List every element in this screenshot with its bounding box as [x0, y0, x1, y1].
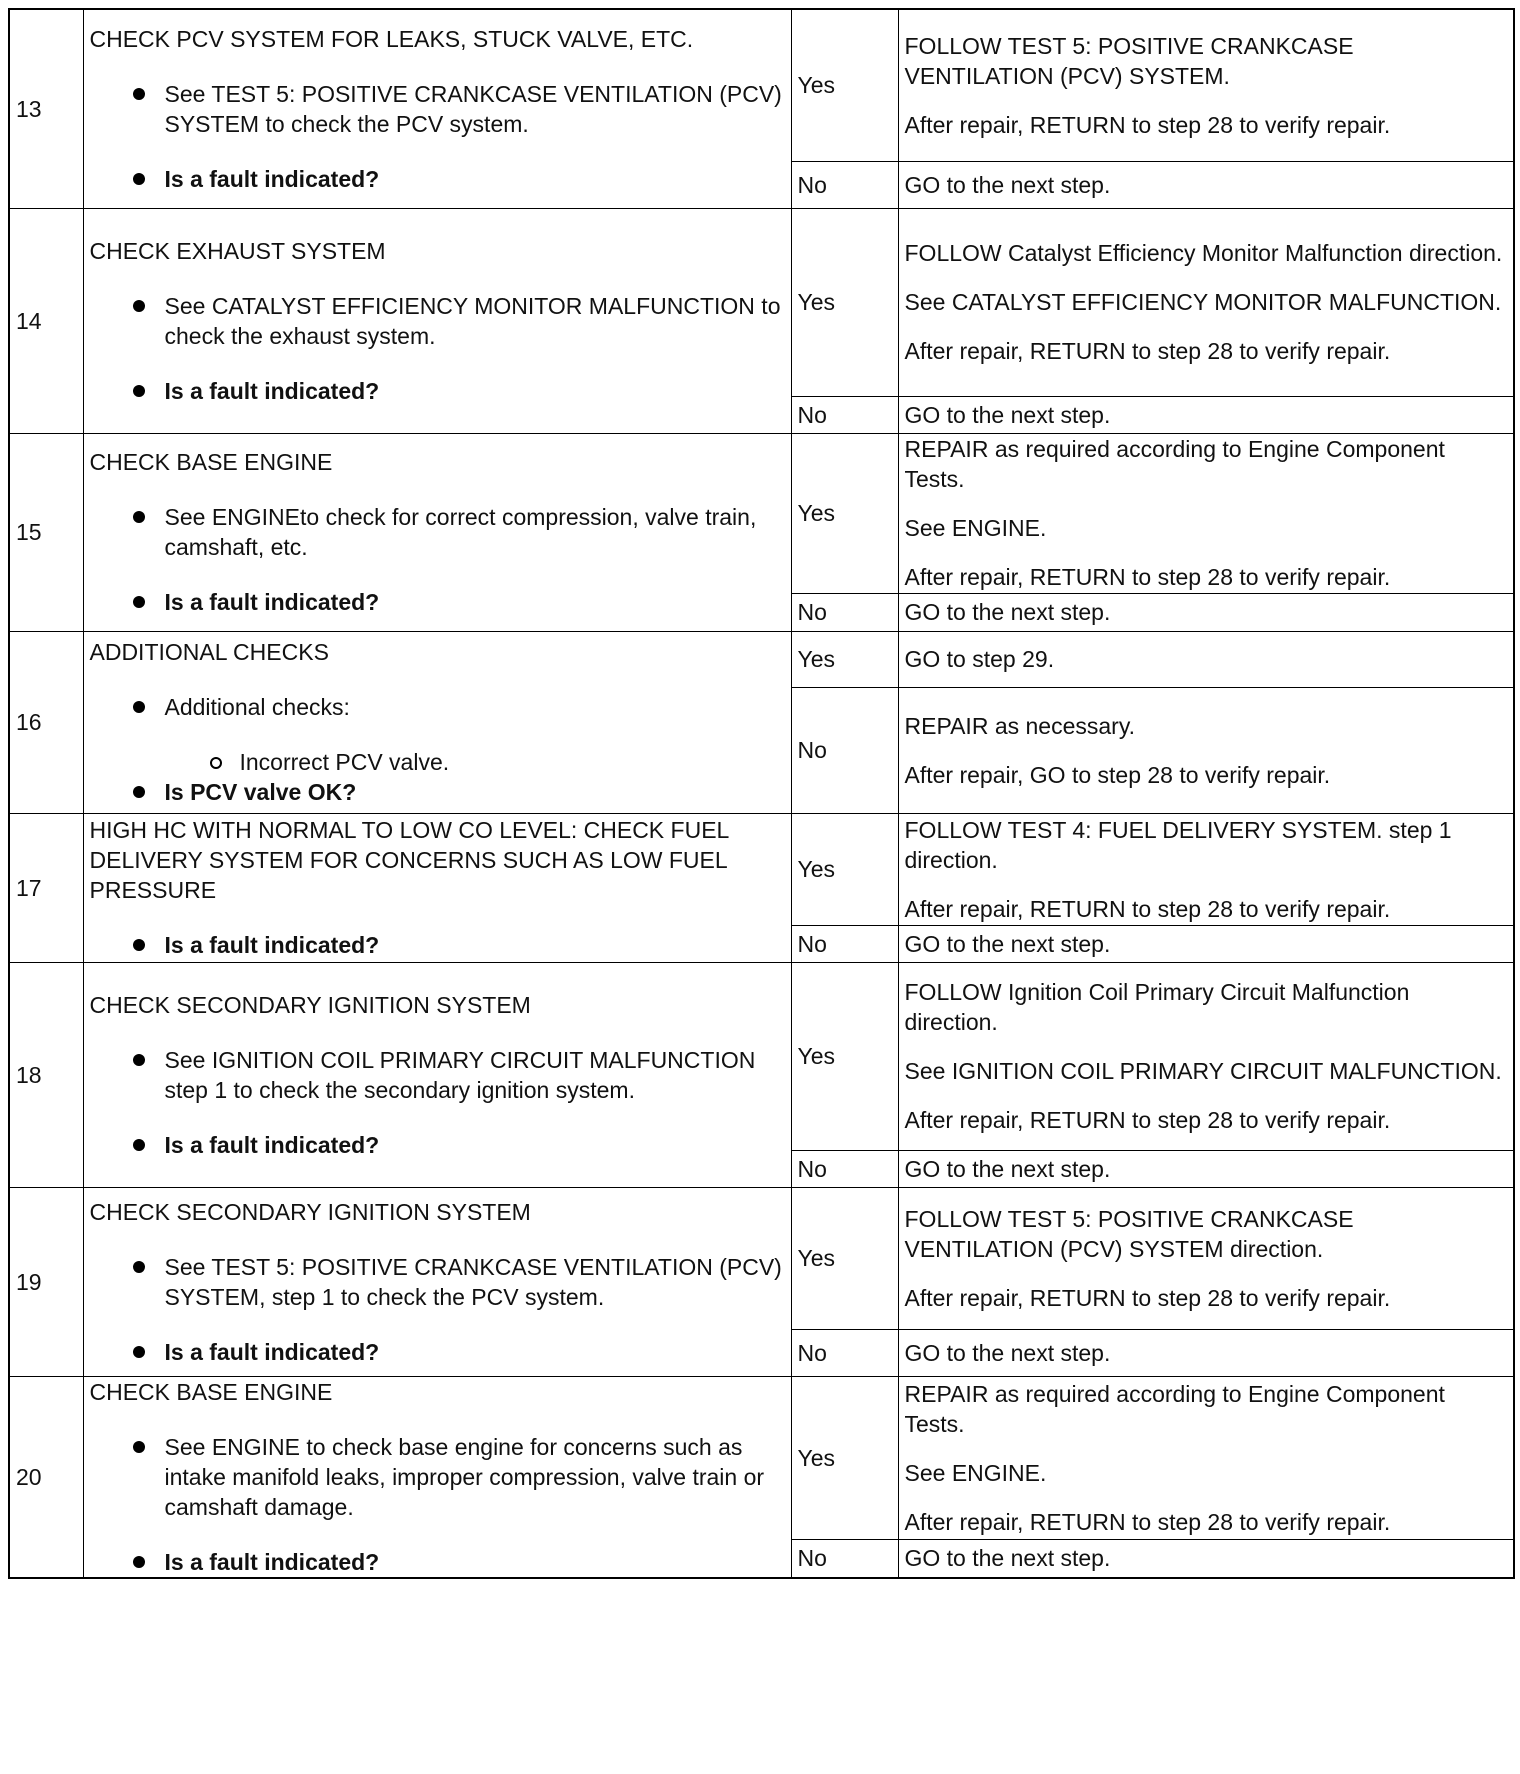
- action-line: FOLLOW TEST 4: FUEL DELIVERY SYSTEM. step 1 direction.: [904, 816, 1452, 873]
- action-line: FOLLOW TEST 5: POSITIVE CRANKCASE VENTILATION (PCV) SYSTEM direction.: [904, 1205, 1354, 1262]
- action-no: [898, 161, 1514, 208]
- diagnostic-table-body: [9, 9, 1514, 1578]
- action-no: [898, 1150, 1514, 1187]
- action-line: After repair, RETURN to step 28 to verify repair.: [904, 564, 1391, 590]
- bullet-item: See ENGINEto check for correct compression, valve train, camshaft, etc.: [165, 502, 785, 562]
- action-yes: [898, 813, 1514, 925]
- action-line: FOLLOW Ignition Coil Primary Circuit Malfunction direction.: [904, 979, 1410, 1035]
- diagnostic-document: [8, 8, 1513, 1579]
- fault-question: Is a fault indicated?: [165, 1547, 785, 1577]
- bullet-list: [90, 692, 785, 807]
- action-yes: [898, 9, 1514, 161]
- step-number: 20: [9, 1376, 83, 1578]
- result-no: No: [791, 161, 898, 208]
- action-line: GO to step 29.: [904, 646, 1055, 672]
- table-row: [9, 962, 1514, 1150]
- action-line: After repair, RETURN to step 28 to verify repair.: [904, 1284, 1391, 1311]
- step-number: 14: [9, 208, 83, 433]
- check-heading: HIGH HC WITH NORMAL TO LOW CO LEVEL: CHECK FUEL DELIVERY SYSTEM FOR CONCERNS SUCH AS LOW FUEL PRESSURE: [89, 817, 729, 903]
- action-yes: [898, 433, 1514, 593]
- step-number: 16: [9, 631, 83, 813]
- bullet-list: [90, 291, 785, 406]
- action-line: FOLLOW TEST 5: POSITIVE CRANKCASE VENTILATION (PCV) SYSTEM.: [904, 32, 1354, 89]
- action-no: [898, 396, 1514, 433]
- table-row: [9, 1187, 1514, 1329]
- action-no: [898, 925, 1514, 962]
- bullet-list: [90, 79, 785, 194]
- step-number: 15: [9, 433, 83, 631]
- test-step-cell: [83, 631, 791, 813]
- action-yes: [898, 208, 1514, 396]
- action-line: After repair, RETURN to step 28 to verify repair.: [904, 1508, 1391, 1535]
- check-heading: CHECK PCV SYSTEM FOR LEAKS, STUCK VALVE, ETC.: [89, 25, 694, 52]
- sub-bullet-item: Incorrect PCV valve.: [240, 747, 785, 777]
- action-line: REPAIR as necessary.: [904, 712, 1136, 739]
- result-yes: Yes: [791, 9, 898, 161]
- diagnostic-table: [8, 8, 1515, 1579]
- fault-question: Is a fault indicated?: [165, 587, 785, 617]
- test-step-cell: [83, 813, 791, 962]
- bullet-list: [90, 1432, 785, 1577]
- step-number: 19: [9, 1187, 83, 1376]
- fault-question: Is a fault indicated?: [165, 164, 785, 194]
- table-row: [9, 9, 1514, 161]
- bullet-item: See ENGINE to check base engine for concerns such as intake manifold leaks, improper compression, valve train or camshaft damage.: [165, 1432, 785, 1522]
- result-no: No: [791, 1540, 898, 1578]
- table-row: [9, 631, 1514, 687]
- result-no: No: [791, 1150, 898, 1187]
- table-row: [9, 1376, 1514, 1540]
- action-yes: [898, 631, 1514, 687]
- fault-question: Is a fault indicated?: [165, 930, 785, 960]
- bullet-list: [90, 502, 785, 617]
- bullet-list: [90, 1252, 785, 1367]
- result-yes: Yes: [791, 1376, 898, 1540]
- action-line: See CATALYST EFFICIENCY MONITOR MALFUNCTION.: [904, 289, 1502, 315]
- sub-bullet-list: [165, 747, 785, 777]
- fault-question: Is PCV valve OK?: [165, 777, 785, 807]
- result-yes: Yes: [791, 962, 898, 1150]
- action-no: [898, 1329, 1514, 1376]
- result-yes: Yes: [791, 813, 898, 925]
- fault-question: Is a fault indicated?: [165, 1337, 785, 1367]
- action-line: After repair, RETURN to step 28 to verify repair.: [904, 895, 1391, 922]
- table-row: [9, 208, 1514, 396]
- result-yes: Yes: [791, 208, 898, 396]
- action-line: After repair, RETURN to step 28 to verify repair.: [904, 1107, 1391, 1133]
- bullet-list: [90, 930, 785, 960]
- action-no: [898, 687, 1514, 813]
- action-yes: [898, 962, 1514, 1150]
- result-no: No: [791, 1329, 898, 1376]
- action-line: See IGNITION COIL PRIMARY CIRCUIT MALFUNCTION.: [904, 1058, 1502, 1084]
- action-line: FOLLOW Catalyst Efficiency Monitor Malfunction direction.: [904, 240, 1503, 266]
- test-step-cell: [83, 433, 791, 631]
- result-no: No: [791, 396, 898, 433]
- action-yes: [898, 1187, 1514, 1329]
- test-step-cell: [83, 1376, 791, 1578]
- action-yes: [898, 1376, 1514, 1540]
- action-line: REPAIR as required according to Engine Component Tests.: [904, 1380, 1445, 1437]
- check-heading: CHECK SECONDARY IGNITION SYSTEM: [89, 991, 531, 1018]
- action-no: [898, 1540, 1514, 1578]
- fault-question: Is a fault indicated?: [165, 1130, 785, 1160]
- action-line: After repair, RETURN to step 28 to verify repair.: [904, 338, 1391, 364]
- check-heading: CHECK SECONDARY IGNITION SYSTEM: [89, 1198, 531, 1225]
- result-no: No: [791, 925, 898, 962]
- result-yes: Yes: [791, 631, 898, 687]
- check-heading: CHECK BASE ENGINE: [89, 1378, 333, 1405]
- test-step-cell: [83, 1187, 791, 1376]
- bullet-item: See TEST 5: POSITIVE CRANKCASE VENTILATION (PCV) SYSTEM to check the PCV system.: [165, 79, 785, 139]
- result-no: No: [791, 687, 898, 813]
- check-heading: CHECK EXHAUST SYSTEM: [89, 237, 386, 264]
- step-number: 17: [9, 813, 83, 962]
- result-no: No: [791, 593, 898, 631]
- check-heading: CHECK BASE ENGINE: [89, 449, 333, 475]
- test-step-cell: [83, 9, 791, 208]
- action-no: [898, 593, 1514, 631]
- action-line: REPAIR as required according to Engine Component Tests.: [904, 436, 1445, 492]
- bullet-item: Additional checks:: [165, 692, 785, 722]
- step-number: 18: [9, 962, 83, 1187]
- test-step-cell: [83, 208, 791, 433]
- action-line: See ENGINE.: [904, 1459, 1047, 1486]
- result-yes: Yes: [791, 1187, 898, 1329]
- action-line: GO to the next step.: [904, 401, 1111, 428]
- action-line: GO to the next step.: [904, 1545, 1111, 1572]
- action-line: After repair, RETURN to step 28 to verify repair.: [904, 111, 1391, 138]
- test-step-cell: [83, 962, 791, 1187]
- fault-question: Is a fault indicated?: [165, 376, 785, 406]
- action-line: GO to the next step.: [904, 599, 1111, 625]
- bullet-list: [90, 1045, 785, 1160]
- action-line: GO to the next step.: [904, 1155, 1111, 1182]
- bullet-item: See IGNITION COIL PRIMARY CIRCUIT MALFUNCTION step 1 to check the secondary ignition system.: [165, 1045, 785, 1105]
- action-line: After repair, GO to step 28 to verify repair.: [904, 761, 1331, 788]
- bullet-item: See CATALYST EFFICIENCY MONITOR MALFUNCTION to check the exhaust system.: [165, 291, 785, 351]
- table-row: [9, 433, 1514, 593]
- action-line: See ENGINE.: [904, 515, 1047, 541]
- check-heading: ADDITIONAL CHECKS: [89, 639, 329, 665]
- action-line: GO to the next step.: [904, 171, 1111, 198]
- result-yes: Yes: [791, 433, 898, 593]
- step-number: 13: [9, 9, 83, 208]
- table-row: [9, 813, 1514, 925]
- bullet-item: See TEST 5: POSITIVE CRANKCASE VENTILATION (PCV) SYSTEM, step 1 to check the PCV system.: [165, 1252, 785, 1312]
- action-line: GO to the next step.: [904, 930, 1111, 957]
- action-line: GO to the next step.: [904, 1339, 1111, 1366]
